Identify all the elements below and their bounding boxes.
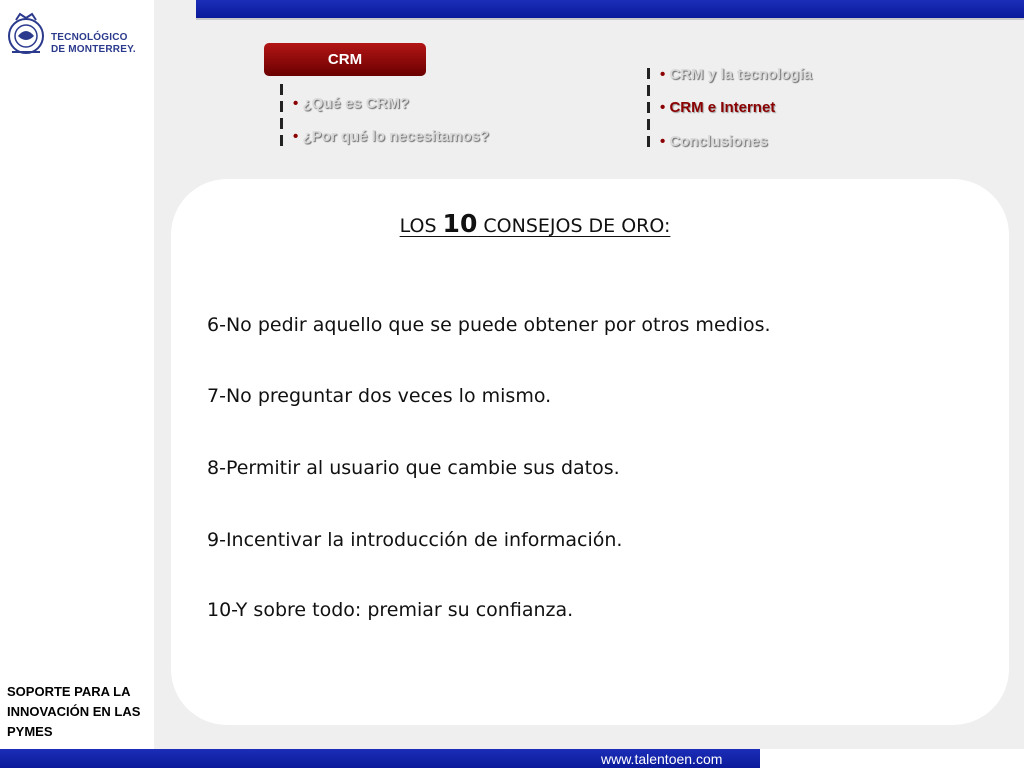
nav-item-label: ¿Qué es CRM? (302, 95, 410, 112)
slide-heading (116, 209, 954, 238)
nav-bullet: • (660, 133, 666, 150)
tip-item: 9-Incentivar la introducción de información. (207, 529, 623, 551)
footer-url-link[interactable]: www.talentoen.com (601, 751, 723, 767)
footer-program-label: SOPORTE PARA LA INNOVACIÓN EN LAS PYMES (7, 684, 141, 739)
tip-item: 6-No pedir aquello que se puede obtener por otros medios. (207, 314, 771, 336)
nav-item-que-es-crm[interactable] (293, 95, 409, 112)
top-bar (196, 0, 1024, 20)
tip-item: 8-Permitir al usuario que cambie sus datos. (207, 457, 620, 479)
nav-item-crm-tecnologia[interactable] (660, 66, 812, 83)
tip-item: 7-No preguntar dos veces lo mismo. (207, 385, 552, 407)
nav-item-label: CRM y la tecnología (669, 66, 812, 83)
logo-line-2: DE MONTERREY. (51, 44, 136, 55)
logo-line-1: TECNOLÓGICO (51, 32, 128, 43)
bottom-bar-end (760, 749, 1024, 768)
content-card (171, 179, 1009, 725)
nav-bullet: • (293, 128, 299, 145)
heading-prefix: LOS (399, 215, 443, 237)
tec-seal-icon (4, 10, 48, 64)
nav-right-dashes (647, 68, 650, 153)
crm-tab[interactable]: CRM (264, 43, 426, 76)
nav-left-dashes (280, 84, 283, 152)
nav-item-label: CRM e Internet (669, 99, 776, 116)
nav-bullet: • (660, 99, 666, 116)
nav-bullet: • (293, 95, 299, 112)
left-panel (0, 0, 154, 768)
tip-item: 10-Y sobre todo: premiar su confianza. (207, 599, 574, 621)
heading-number: 10 (442, 209, 478, 238)
nav-item-label: Conclusiones (669, 133, 768, 150)
nav-bullet: • (660, 66, 666, 83)
heading-suffix: CONSEJOS DE ORO: (477, 215, 671, 237)
nav-item-label: ¿Por qué lo necesitamos? (302, 128, 490, 145)
nav-item-conclusiones[interactable] (660, 133, 768, 150)
nav-item-crm-internet[interactable] (660, 99, 775, 116)
nav-item-por-que[interactable] (293, 128, 489, 145)
tec-logo (4, 10, 152, 66)
